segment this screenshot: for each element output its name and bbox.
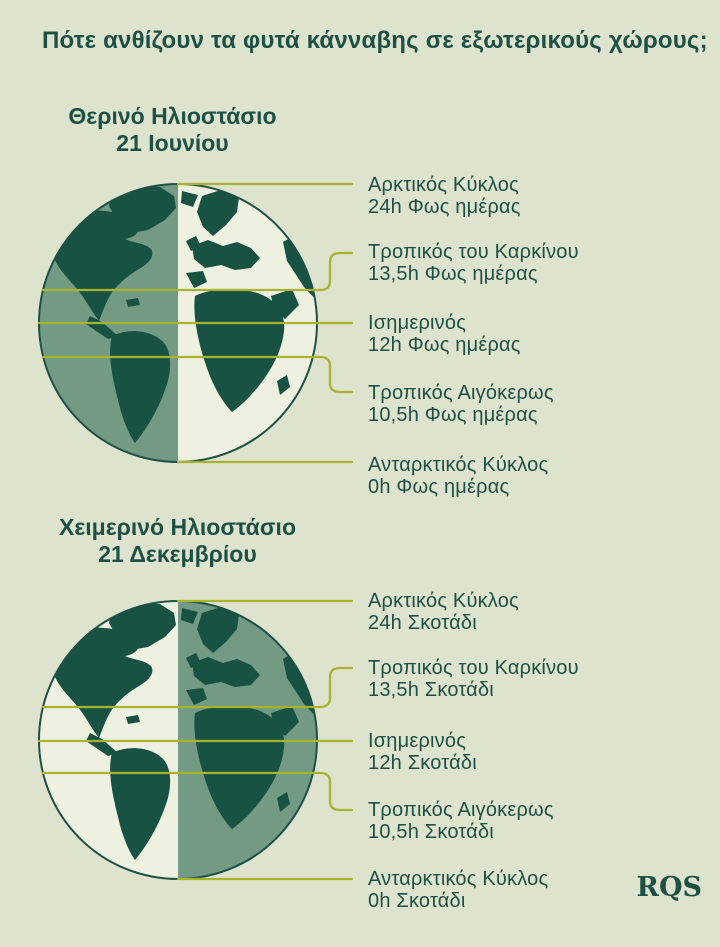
latitude-name: Τροπικός του Καρκίνου [368, 241, 579, 263]
latitude-name: Τροπικός του Καρκίνου [368, 657, 579, 679]
winter-label-equator [368, 730, 703, 774]
latitude-name: Ισημερινός [368, 312, 467, 334]
winter-label-arctic-circle [368, 590, 703, 634]
summer-heading-line2: 21 Ιουνίου [116, 130, 229, 156]
latitude-name: Ανταρκτικός Κύκλος [368, 868, 549, 890]
daylight-value: 24h Φως ημέρας [368, 196, 521, 218]
summer-solstice-heading [30, 103, 315, 157]
daylight-value: 0h Φως ημέρας [368, 476, 510, 498]
latitude-name: Τροπικός Αιγόκερως [368, 799, 554, 821]
summer-label-arctic-circle [368, 174, 703, 218]
summer-label-equator [368, 312, 703, 356]
winter-heading-line2: 21 Δεκεμβρίου [98, 541, 257, 567]
darkness-value: 0h Σκοτάδι [368, 890, 466, 912]
summer-label-tropic-of-cancer [368, 241, 703, 285]
winter-label-tropic-of-capricorn [368, 799, 703, 843]
daylight-value: 13,5h Φως ημέρας [368, 263, 538, 285]
latitude-name: Αρκτικός Κύκλος [368, 174, 519, 196]
winter-solstice-heading [30, 514, 325, 568]
latitude-name: Ανταρκτικός Κύκλος [368, 454, 549, 476]
darkness-value: 24h Σκοτάδι [368, 612, 477, 634]
summer-label-tropic-of-capricorn [368, 382, 703, 426]
page-title: Πότε ανθίζουν τα φυτά κάνναβης σε εξωτερικούς χώρους; [42, 27, 708, 54]
latitude-name: Ισημερινός [368, 730, 467, 752]
summer-heading-line1: Θερινό Ηλιοστάσιο [68, 103, 277, 129]
darkness-value: 13,5h Σκοτάδι [368, 679, 494, 701]
rqs-logo: RQS [636, 872, 702, 903]
summer-label-antarctic-circle [368, 454, 703, 498]
winter-label-tropic-of-cancer [368, 657, 703, 701]
latitude-name: Τροπικός Αιγόκερως [368, 382, 554, 404]
darkness-value: 12h Σκοτάδι [368, 752, 477, 774]
darkness-value: 10,5h Σκοτάδι [368, 821, 494, 843]
winter-heading-line1: Χειμερινό Ηλιοστάσιο [59, 514, 296, 540]
daylight-value: 12h Φως ημέρας [368, 334, 521, 356]
daylight-value: 10,5h Φως ημέρας [368, 404, 538, 426]
latitude-name: Αρκτικός Κύκλος [368, 590, 519, 612]
